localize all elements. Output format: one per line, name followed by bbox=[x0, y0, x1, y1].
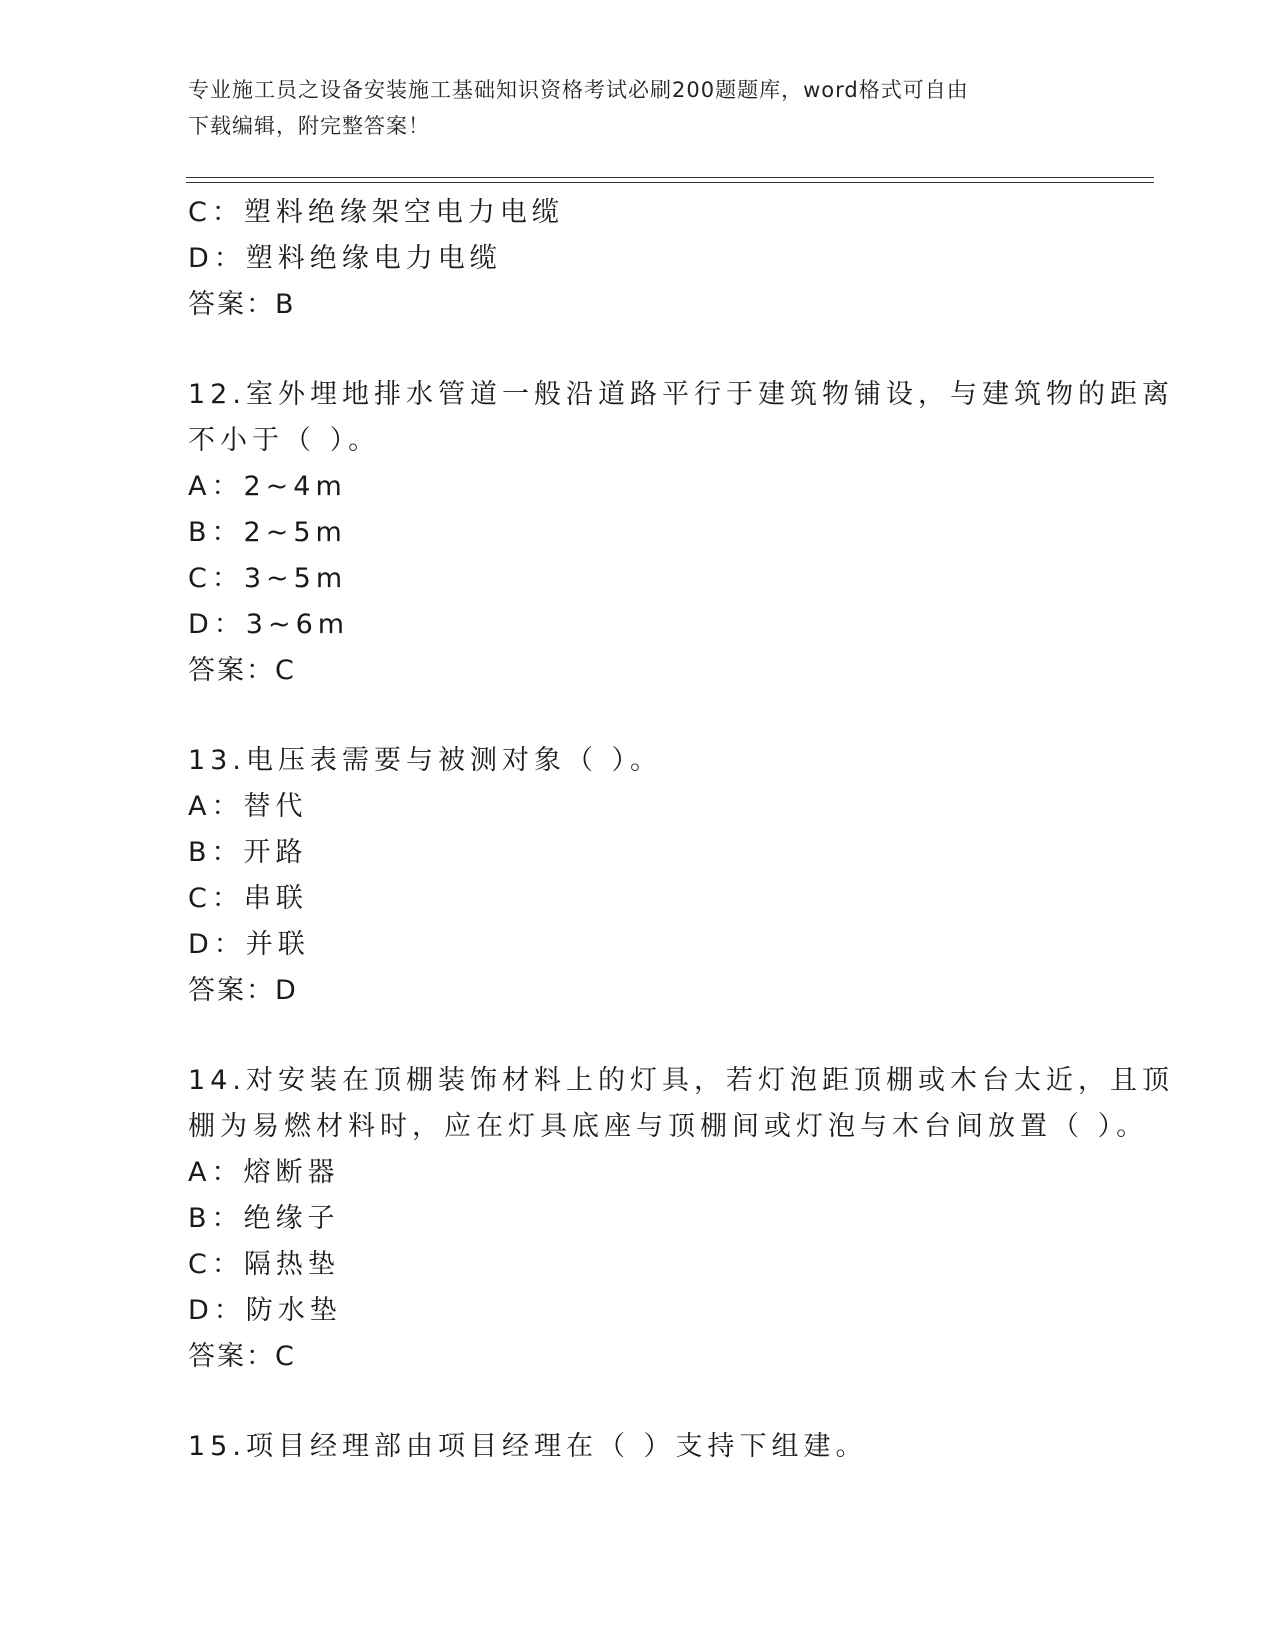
answer-line: 答案：C bbox=[188, 655, 296, 686]
option-b: B：开路 bbox=[188, 837, 308, 868]
answer-line: 答案：C bbox=[188, 1341, 296, 1372]
question-list bbox=[188, 190, 1174, 1470]
question-spacer bbox=[188, 1380, 1088, 1424]
question-14 bbox=[188, 1058, 1174, 1380]
option-d: D：防水垫 bbox=[188, 1295, 342, 1326]
option-d: D：并联 bbox=[188, 929, 310, 960]
option-d: D：3~6m bbox=[188, 609, 350, 640]
option-d: D：塑料绝缘电力电缆 bbox=[188, 243, 502, 274]
question-stem-line: 15.项目经理部由项目经理在（ ）支持下组建。 bbox=[188, 1431, 868, 1462]
question-12 bbox=[188, 372, 1174, 694]
header-divider-bottom bbox=[186, 182, 1154, 183]
answer-line: 答案：D bbox=[188, 975, 298, 1006]
document-header bbox=[188, 72, 1068, 144]
question-stem-line: 13.电压表需要与被测对象（ ）。 bbox=[188, 745, 663, 776]
question-stem-line: 棚为易燃材料时，应在灯具底座与顶棚间或灯泡与木台间放置（ ）。 bbox=[188, 1111, 1149, 1142]
header-line-2: 下载编辑，附完整答案！ bbox=[188, 114, 430, 138]
question-spacer bbox=[188, 694, 1088, 738]
option-a: A：熔断器 bbox=[188, 1157, 340, 1188]
header-divider-top bbox=[186, 177, 1154, 178]
question-11 bbox=[188, 190, 1088, 328]
question-13 bbox=[188, 738, 1088, 1014]
option-a: A：替代 bbox=[188, 791, 308, 822]
question-stem-line: 不小于（ ）。 bbox=[188, 425, 381, 456]
option-b: B：绝缘子 bbox=[188, 1203, 340, 1234]
answer-line: 答案：B bbox=[188, 289, 296, 320]
header-line-1: 专业施工员之设备安装施工基础知识资格考试必刷200题题库，word格式可自由 bbox=[188, 78, 969, 102]
question-stem-line: 14.对安装在顶棚装饰材料上的灯具，若灯泡距顶棚或木台太近，且顶 bbox=[188, 1065, 1174, 1096]
option-c: C：串联 bbox=[188, 883, 308, 914]
option-c: C：塑料绝缘架空电力电缆 bbox=[188, 197, 564, 228]
question-15 bbox=[188, 1424, 1088, 1470]
question-stem-line: 12.室外埋地排水管道一般沿道路平行于建筑物铺设，与建筑物的距离 bbox=[188, 379, 1174, 410]
question-spacer bbox=[188, 328, 1088, 372]
option-c: C：3~5m bbox=[188, 563, 348, 594]
option-a: A：2~4m bbox=[188, 471, 347, 502]
option-b: B：2~5m bbox=[188, 517, 347, 548]
option-c: C：隔热垫 bbox=[188, 1249, 340, 1280]
question-spacer bbox=[188, 1014, 1088, 1058]
